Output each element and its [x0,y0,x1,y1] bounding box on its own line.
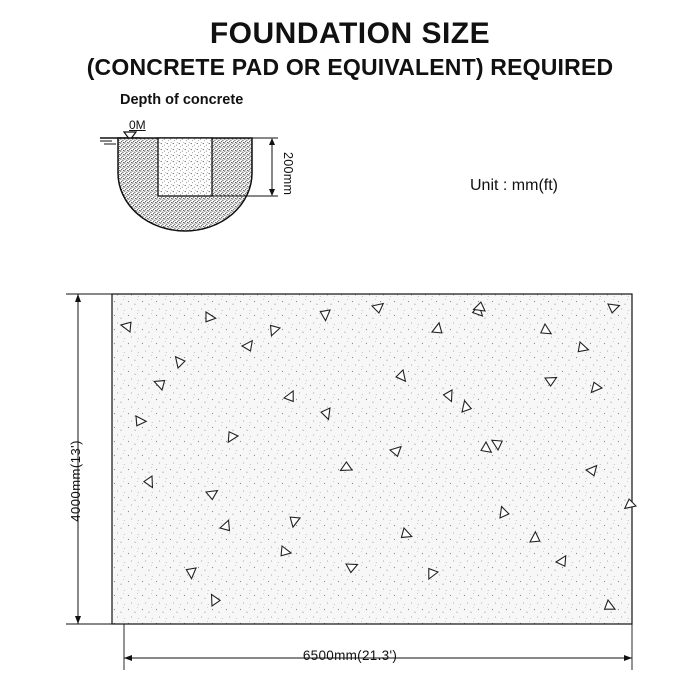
unit-note: Unit : mm(ft) [470,177,558,194]
page-title: FOUNDATION SIZE [209,17,491,50]
page-subtitle: (CONCRETE PAD OR EQUIVALENT) REQUIRED [86,54,614,80]
ground-level-label: 0M [129,118,146,132]
depth-of-concrete-label: Depth of concrete [120,92,244,108]
plan-width-dimension-label: 6500mm(21.3') [302,648,398,663]
plan-height-dimension-label: 4000mm(13') [68,440,83,522]
title-block [0,16,700,82]
foundation-plan-drawing [0,270,700,690]
depth-dimension-label: 200mm [281,152,295,196]
